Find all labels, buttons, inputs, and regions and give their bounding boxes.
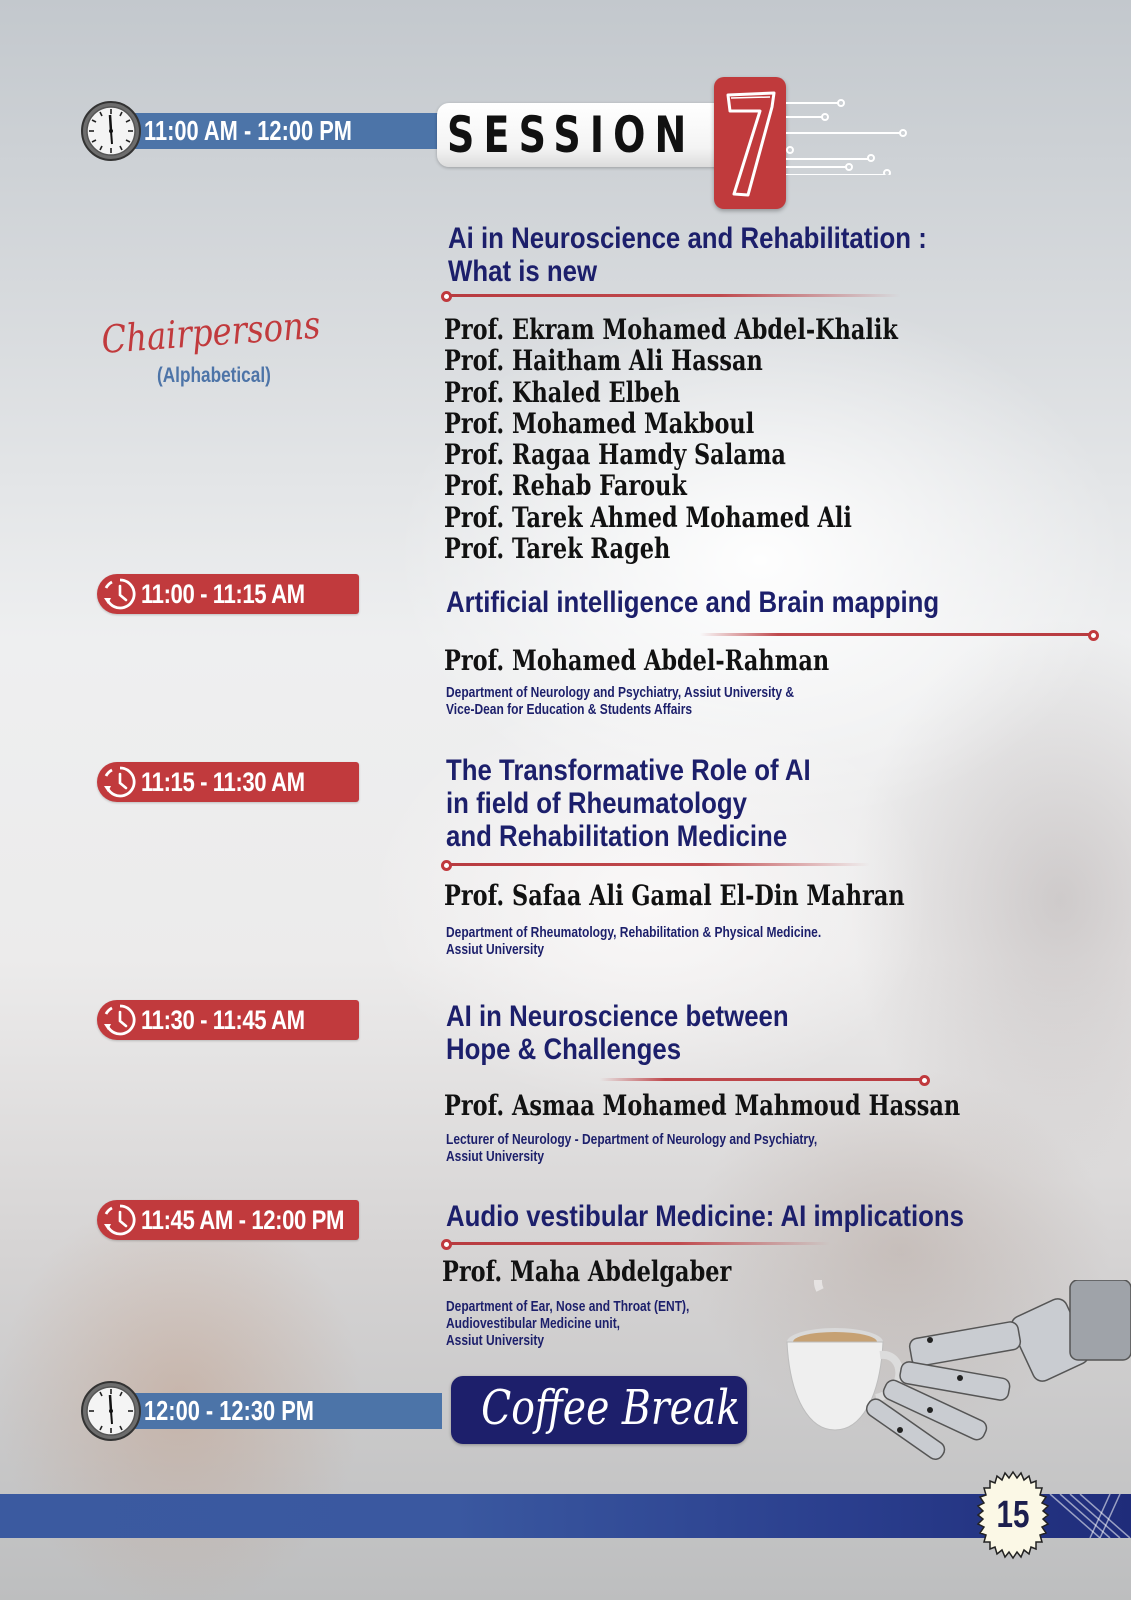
speaker-affiliation: Department of Neurology and Psychiatry, Assiut University & Vice-Dean for Education & Students Affairs bbox=[446, 684, 795, 718]
session-number-badge bbox=[714, 77, 786, 209]
clock-icon bbox=[103, 765, 137, 799]
talk-title: The Transformative Role of AI in field of Rheumatology and Rehabilitation Medicine bbox=[446, 754, 811, 853]
speaker-affiliation: Department of Rheumatology, Rehabilitation & Physical Medicine. Assiut University bbox=[446, 924, 822, 958]
speaker-name: Prof. Maha Abdelgaber bbox=[442, 1255, 732, 1288]
number-seven-glyph bbox=[714, 77, 786, 209]
speaker-name: Prof. Asmaa Mohamed Mahmoud Hassan bbox=[444, 1089, 961, 1122]
coffee-cup-robot-hand-image bbox=[780, 1280, 1131, 1480]
talk-time-badge: 11:15 - 11:30 AM bbox=[97, 762, 359, 802]
chairperson-name: Prof. Ekram Mohamed Abdel-Khalik bbox=[444, 313, 898, 346]
rule-dot bbox=[919, 1075, 930, 1086]
talk-time-badge: 11:00 - 11:15 AM bbox=[97, 574, 359, 614]
speaker-affiliation: Department of Ear, Nose and Throat (ENT), Audiovestibular Medicine unit, Assiut University bbox=[446, 1298, 690, 1349]
clock-icon bbox=[103, 577, 137, 611]
chairpersons-list bbox=[444, 314, 898, 564]
chairpersons-subheading: (Alphabetical) bbox=[157, 364, 271, 387]
title-rule bbox=[700, 633, 1090, 636]
speaker-name: Prof. Safaa Ali Gamal El-Din Mahran bbox=[444, 879, 905, 912]
talk-title: Artificial intelligence and Brain mapping bbox=[446, 586, 940, 619]
session-title: Ai in Neuroscience and Rehabilitation : What is new bbox=[448, 222, 927, 288]
title-rule bbox=[450, 294, 900, 297]
chairperson-name: Prof. Haitham Ali Hassan bbox=[444, 344, 763, 378]
chairpersons-heading: Chairpersons bbox=[100, 302, 322, 362]
talk-time-badge: 11:45 AM - 12:00 PM bbox=[97, 1200, 359, 1240]
talk-title: Audio vestibular Medicine: AI implications bbox=[446, 1200, 965, 1233]
clock-icon bbox=[80, 1380, 142, 1442]
rule-dot bbox=[1088, 630, 1099, 641]
break-time-text: 12:00 - 12:30 PM bbox=[144, 1395, 314, 1426]
coffee-break-label: Coffee Break bbox=[481, 1380, 741, 1436]
session-time-text: 11:00 AM - 12:00 PM bbox=[144, 115, 352, 146]
chairperson-name: Prof. Ragaa Hamdy Salama bbox=[444, 438, 786, 472]
speaker-name: Prof. Mohamed Abdel-Rahman bbox=[444, 644, 830, 677]
chairperson-name: Prof. Rehab Farouk bbox=[444, 469, 687, 503]
chairperson-name: Prof. Khaled Elbeh bbox=[444, 375, 681, 409]
circuit-lines-decoration bbox=[786, 95, 926, 175]
title-rule bbox=[450, 863, 870, 866]
title-rule bbox=[450, 1242, 830, 1245]
chairperson-name: Prof. Tarek Ahmed Mohamed Ali bbox=[444, 500, 852, 534]
clock-icon bbox=[103, 1003, 137, 1037]
speaker-affiliation: Lecturer of Neurology - Department of Neurology and Psychiatry, Assiut University bbox=[446, 1131, 818, 1165]
clock-icon bbox=[80, 100, 142, 162]
chairperson-name: Prof. Mohamed Makboul bbox=[444, 406, 755, 440]
footer-band bbox=[0, 1494, 1131, 1538]
clock-icon bbox=[103, 1203, 137, 1237]
session-time-badge bbox=[80, 100, 411, 162]
footer-stripes-decoration bbox=[1040, 1494, 1131, 1538]
talk-time-badge: 11:30 - 11:45 AM bbox=[97, 1000, 359, 1040]
chairperson-name: Prof. Tarek Rageh bbox=[444, 532, 671, 566]
break-time-badge bbox=[80, 1380, 362, 1442]
talk-title: AI in Neuroscience between Hope & Challenges bbox=[446, 1000, 789, 1066]
session-label: SESSION bbox=[447, 106, 696, 164]
title-rule bbox=[600, 1078, 926, 1081]
page-number: 15 bbox=[996, 1494, 1030, 1536]
